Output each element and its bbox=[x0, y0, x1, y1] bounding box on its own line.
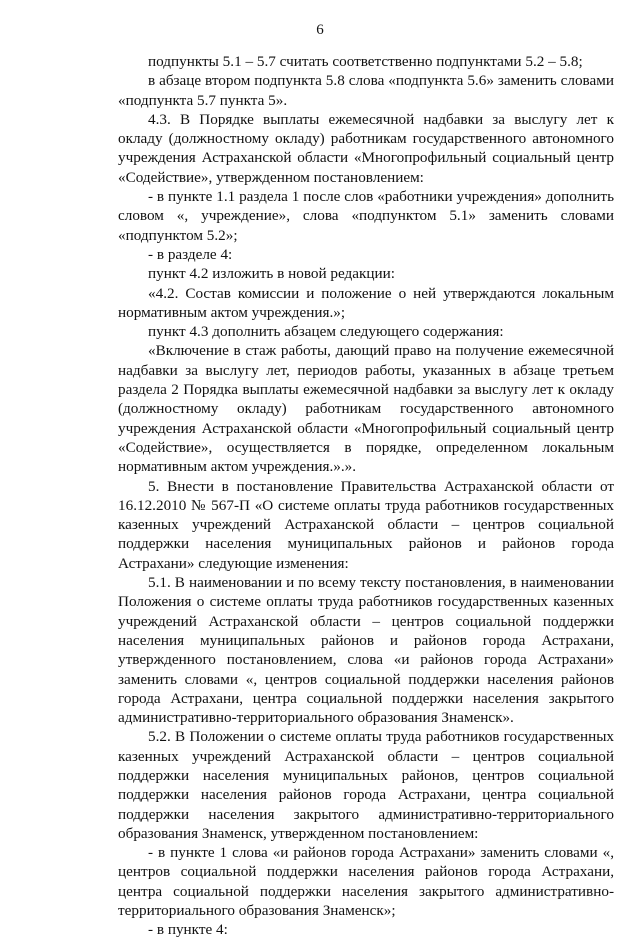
paragraph-9: «Включение в стаж работы, дающий право на получение ежемесячной надбавки за выслугу лет, периодов работы, указанных в абзаце третьем раздела 2 Порядка выплаты ежемесячной надбавки за выслугу лет к окладу (должностному окладу) работникам государственного автономного учреждения Астраханской области «Многопрофильный социальный центр «Содействие», осуществляется в порядке, определенном локальным нормативным актом учреждения.».». bbox=[118, 342, 614, 476]
document-body bbox=[118, 52, 614, 940]
paragraph-4: - в пункте 1.1 раздела 1 после слов «работники учреждения» дополнить словом «, учреждение», слова «подпунктом 5.1» заменить словами «подпунктом 5.2»; bbox=[118, 188, 614, 244]
paragraph-11: 5.1. В наименовании и по всему тексту постановления, в наименовании Положения о системе оплаты труда работников государственных казенных учреждений Астраханской области – центров социальной поддержки населения муниципальных районов и районов города Астрахани, утвержденного постановлением, слова «и районов города Астрахани» заменить словами «, центров социальной поддержки населения районов города Астрахани, центра социальной поддержки населения закрытого административно-территориального образования Знаменск». bbox=[118, 574, 614, 727]
paragraph-13: - в пункте 1 слова «и районов города Астрахани» заменить словами «, центров социальной поддержки населения районов города Астрахани, центра социальной поддержки населения закрытого административно-территориального образования Знаменск»; bbox=[118, 844, 614, 920]
paragraph-6: пункт 4.2 изложить в новой редакции: bbox=[148, 265, 396, 283]
paragraph-2: в абзаце втором подпункта 5.8 слова «подпункта 5.6» заменить словами «подпункта 5.7 пункта 5». bbox=[118, 72, 614, 109]
page-number: 6 bbox=[316, 22, 324, 38]
paragraph-1: подпункты 5.1 – 5.7 считать соответственно подпунктами 5.2 – 5.8; bbox=[148, 53, 583, 70]
paragraph-12: 5.2. В Положении о системе оплаты труда работников государственных казенных учреждений Астраханской области – центров социальной поддержки населения муниципальных районов, центров социальной поддержки населения районов города Астрахани, центра социальной поддержки населения закрытого административно-территориального образования Знаменск, утвержденном постановлением: bbox=[118, 728, 614, 842]
paragraph-5: - в разделе 4: bbox=[148, 245, 233, 263]
paragraph-3: 4.3. В Порядке выплаты ежемесячной надбавки за выслугу лет к окладу (должностному окладу) работникам государственного автономного учреждения Астраханской области «Многопрофильный социальный центр «Содействие», утвержденном постановлением: bbox=[118, 110, 614, 186]
paragraph-10: 5. Внести в постановление Правительства Астраханской области от 16.12.2010 № 567-П «О системе оплаты труда работников государственных казенных учреждений Астраханской области – центров социальной поддержки населения муниципальных районов и районов города Астрахани» следующие изменения: bbox=[118, 477, 614, 572]
paragraph-14: - в пункте 4: bbox=[148, 921, 228, 939]
paragraph-8: пункт 4.3 дополнить абзацем следующего содержания: bbox=[148, 323, 504, 341]
paragraph-7: «4.2. Состав комиссии и положение о ней утверждаются локальным нормативным актом учреждения.»; bbox=[118, 284, 614, 321]
